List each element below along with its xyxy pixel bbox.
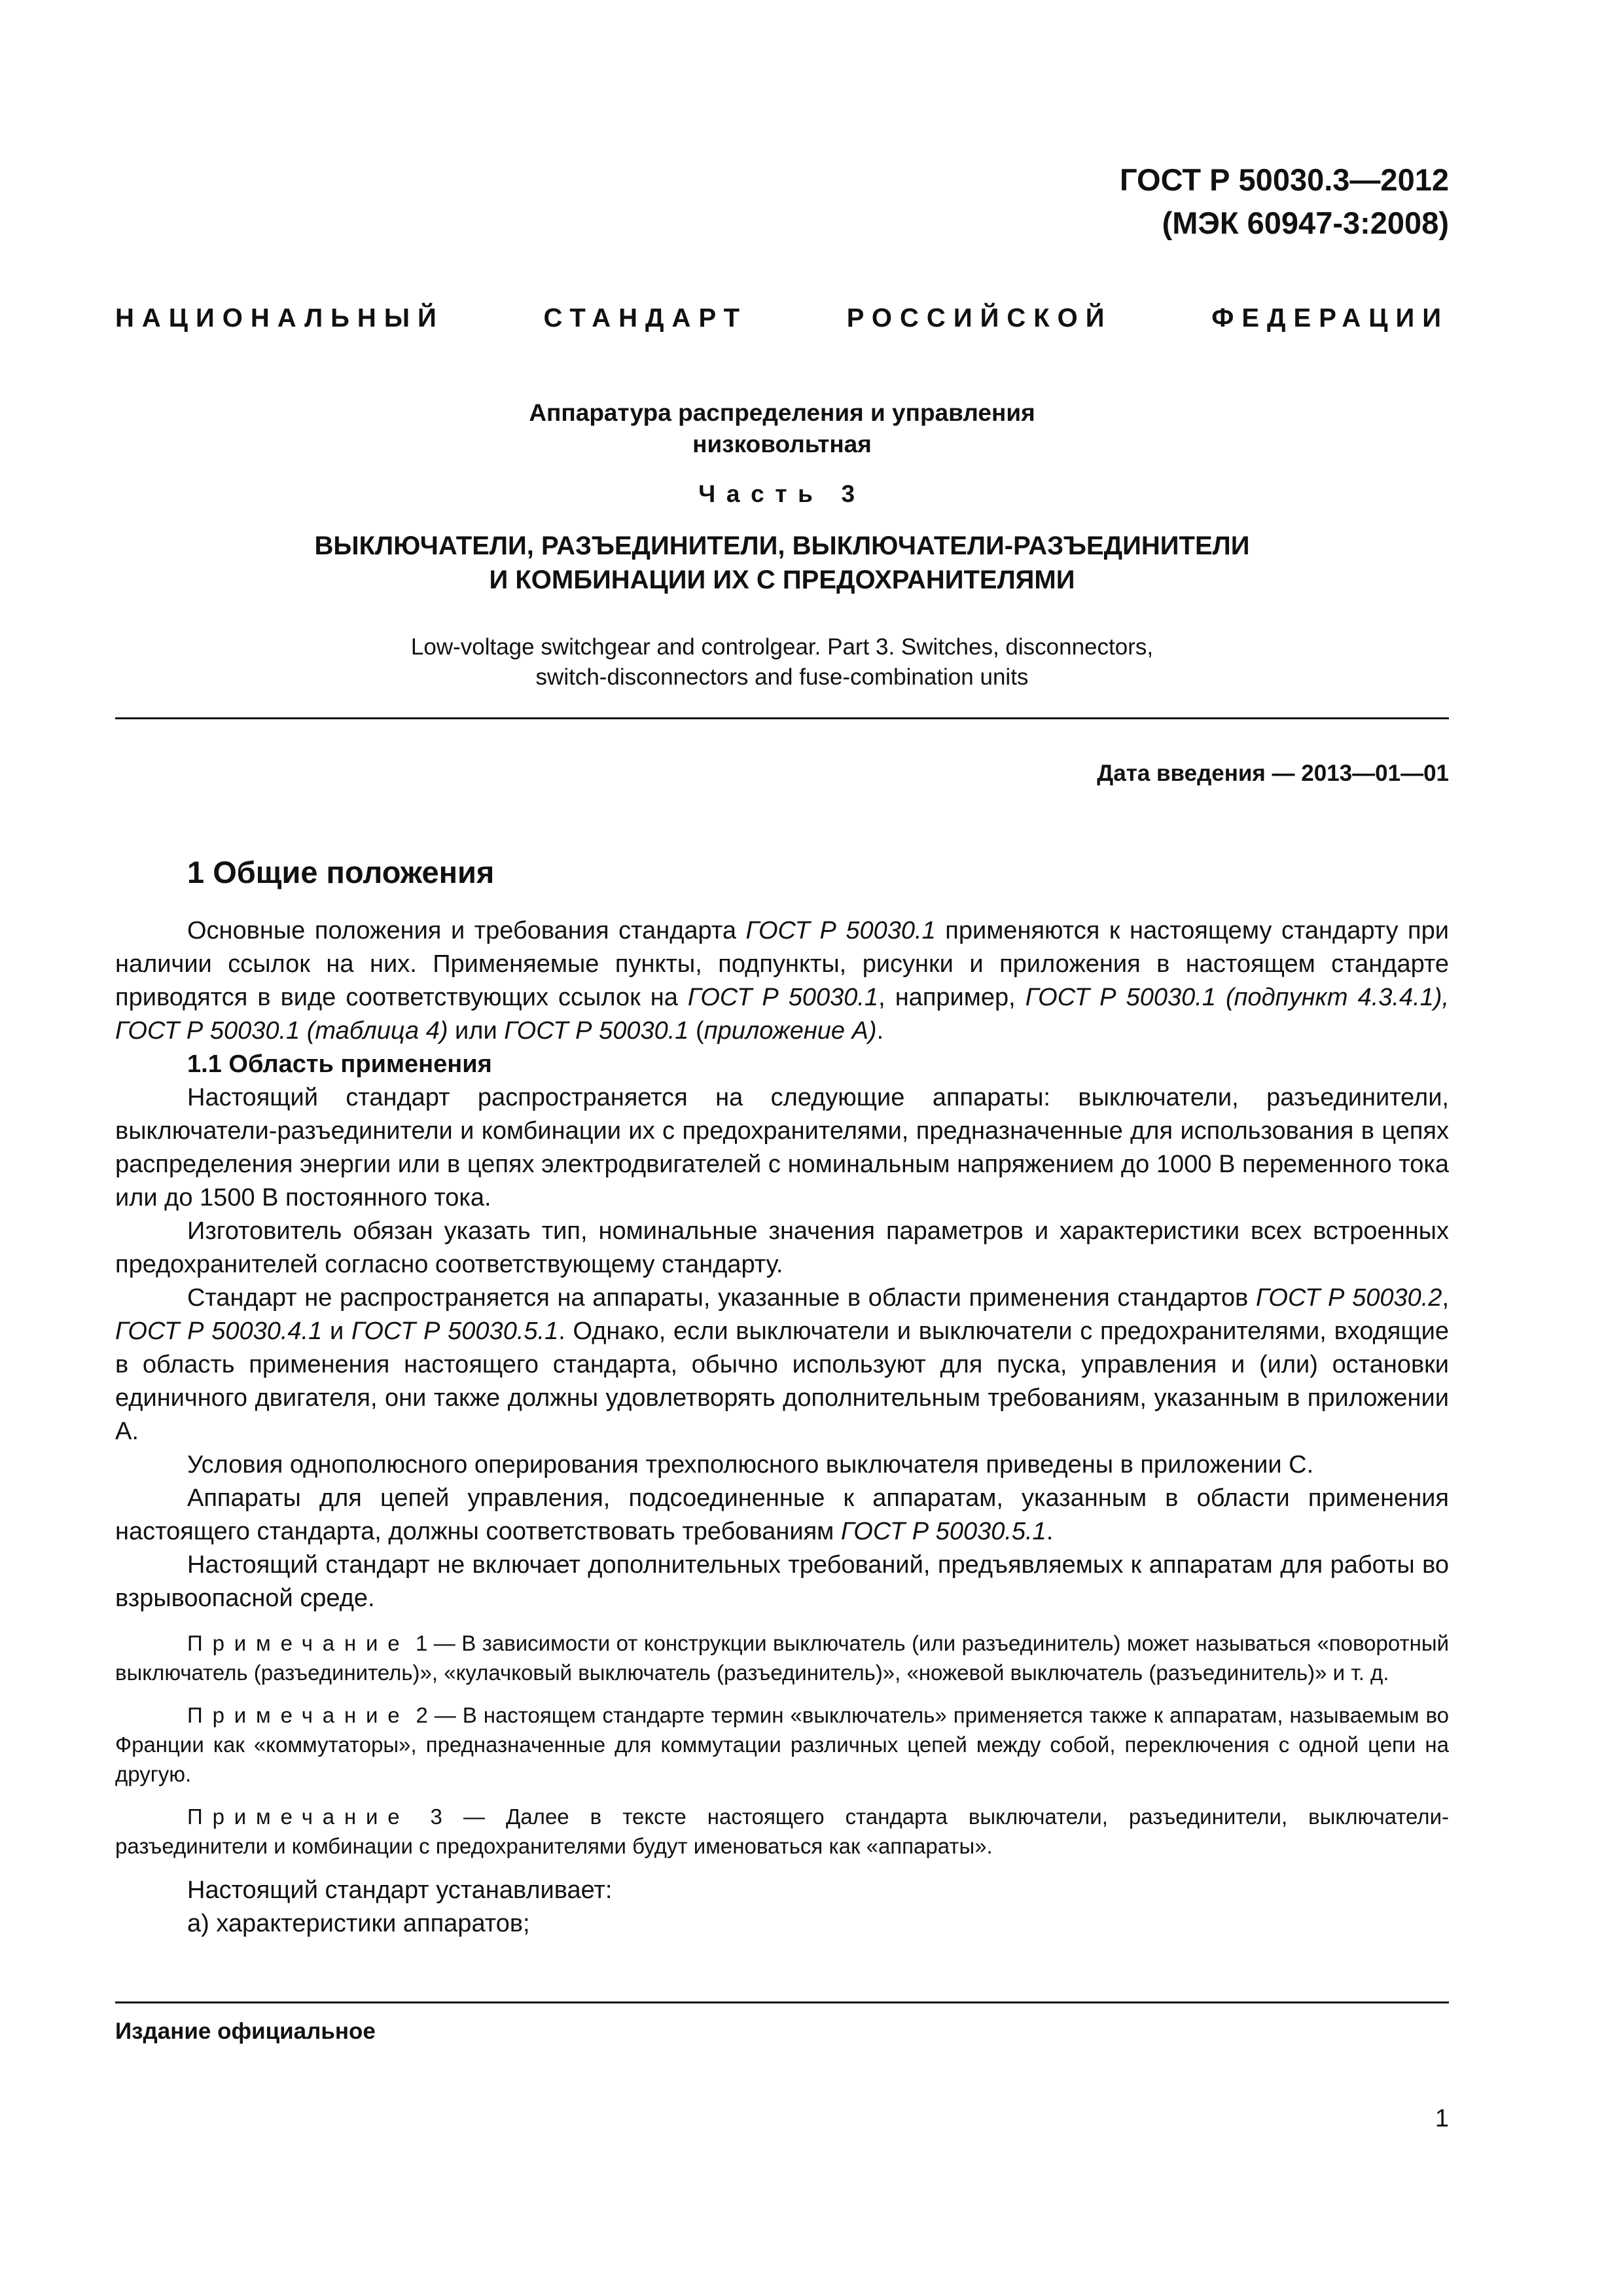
main-title-line-1: ВЫКЛЮЧАТЕЛИ, РАЗЪЕДИНИТЕЛИ, ВЫКЛЮЧАТЕЛИ-РАЗЪЕДИНИТЕЛИ xyxy=(314,531,1250,560)
note-1: Примечание 1 — В зависимости от конструкции выключатель (или разъединитель) может называться «поворотный выключатель (разъединитель)», «кулачковый выключатель (разъединитель)», «ножевой выключатель (разъединитель)» и т. д. xyxy=(115,1631,1449,1685)
main-title-line-2: И КОМБИНАЦИИ ИХ С ПРЕДОХРАНИТЕЛЯМИ xyxy=(489,565,1075,594)
introduction-date: Дата введения — 2013—01—01 xyxy=(1097,761,1449,786)
note-3: Примечание 3 — Далее в тексте настоящего стандарта выключатели, разъединители, выключатели-разъединители и комбинации с предохранителями будут именоваться как «аппараты». xyxy=(115,1804,1449,1858)
part-label: Часть 3 xyxy=(698,480,866,507)
note-2: Примечание 2 — В настоящем стандарте термин «выключатель» применяется также к аппаратам, называемым во Франции как «коммутаторы», предназначенные для коммутации различных цепей между собой, переключения с одной цепи на другую. xyxy=(115,1703,1449,1786)
standard-code: ГОСТ Р 50030.3—2012 xyxy=(1120,162,1449,197)
english-title-line-1: Low-voltage switchgear and controlgear. Part 3. Switches, disconnectors, xyxy=(410,634,1154,660)
english-title-line-2: switch-disconnectors and fuse-combination units xyxy=(535,664,1029,690)
paragraph-explosive: Настоящий стандарт не включает дополнительных требований, предъявляемых к аппаратам для работы во взрывоопасной среде. xyxy=(115,1551,1449,1612)
page-number: 1 xyxy=(1435,2105,1449,2132)
national-standard-banner: НАЦИОНАЛЬНЫЙ СТАНДАРТ РОССИЙСКОЙ ФЕДЕРАЦИИ xyxy=(115,304,1449,332)
footer-divider xyxy=(115,2001,1449,2003)
title-divider xyxy=(115,717,1449,719)
paragraph-general: Основные положения и требования стандарта ГОСТ Р 50030.1 применяются к настоящему стандарту при наличии ссылок на них. Применяемые пункты, подпункты, рисунки и приложения в настоящем стандарте приводятся в виде соответствующих ссылок на ГОСТ Р 50030.1, например, ГОСТ Р 50030.1 (подпункт 4.3.4.1), ГОСТ Р 50030.1 (таблица 4) или ГОСТ Р 50030.1 (приложение А). xyxy=(115,917,1449,1045)
official-edition-label: Издание официальное xyxy=(115,2018,376,2044)
paragraph-exclusions: Стандарт не распространяется на аппараты, указанные в области применения стандартов ГОСТ Р 50030.2, ГОСТ Р 50030.4.1 и ГОСТ Р 50030.5.1. Однако, если выключатели и выключатели с предохранителями, входящие в область применения настоящего стандарта, обычно используют для пуска, управления и (или) остановки единичного двигателя, они также должны удовлетворять дополнительным требованиям, указанным в приложении А. xyxy=(115,1284,1450,1445)
section-body xyxy=(115,914,1449,1941)
title-line-1: Аппаратура распределения и управления xyxy=(529,399,1035,426)
title-line-2: низковольтная xyxy=(692,431,872,457)
paragraph-single-pole: Условия однополюсного оперирования трехполюсного выключателя приведены в приложении С. xyxy=(187,1451,1314,1479)
iec-code: (МЭК 60947-3:2008) xyxy=(1162,206,1449,240)
list-item-a: а) характеристики аппаратов; xyxy=(187,1910,530,1937)
paragraph-establishes: Настоящий стандарт устанавливает: xyxy=(187,1876,613,1904)
paragraph-scope: Настоящий стандарт распространяется на следующие аппараты: выключатели, разъединители, выключатели-разъединители и комбинации их с предохранителями, предназначенные для использования в цепях распределения энергии или в цепях электродвигателей с номинальным напряжением до 1000 В переменного тока или до 1500 В постоянного тока. xyxy=(115,1084,1449,1211)
paragraph-control-circuits: Аппараты для цепей управления, подсоединенные к аппаратам, указанным в области применения настоящего стандарта, должны соответствовать требованиям ГОСТ Р 50030.5.1. xyxy=(115,1484,1449,1545)
paragraph-manufacturer: Изготовитель обязан указать тип, номинальные значения параметров и характеристики всех встроенных предохранителей согласно соответствующему стандарту. xyxy=(115,1217,1449,1278)
section-heading: 1 Общие положения xyxy=(187,855,495,889)
subsection-heading: 1.1 Область применения xyxy=(187,1050,492,1078)
